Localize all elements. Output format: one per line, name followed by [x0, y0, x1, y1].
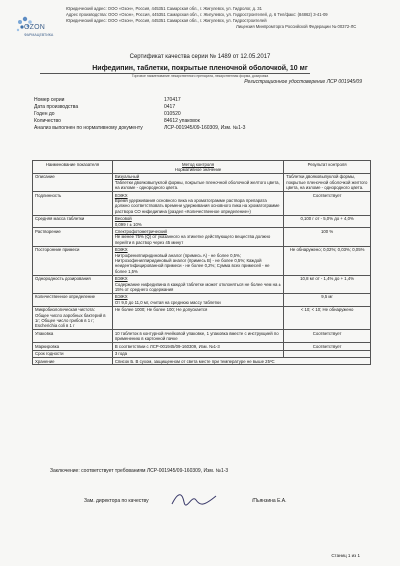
letterhead	[10, 6, 390, 46]
row-name: Описание	[33, 173, 113, 191]
info-row	[34, 118, 334, 125]
info-value: 170417	[164, 97, 181, 103]
row-name: Растворение	[33, 228, 113, 246]
signature-icon	[170, 490, 218, 510]
info-row	[34, 97, 334, 104]
row-norm: Список Б. В сухом, защищенном от света месте при температуре не выше 25ºС	[112, 358, 370, 365]
certificate-title: Сертификат качества серии № 1489 от 12.05.2017	[129, 54, 271, 60]
row-result: Таблетки двояковыпуклой формы, покрытые пленочной оболочкой желтого цвета, на изломе - однородного цвета.	[284, 173, 371, 191]
row-norm	[112, 192, 283, 216]
info-row	[34, 104, 334, 111]
row-norm	[112, 293, 283, 306]
row-result: Не обнаружено; 0,02%; 0,03%; 0,05%	[284, 246, 371, 275]
info-label: Дата производства	[34, 104, 79, 110]
row-result: < 10; < 10; Не обнаружено	[284, 306, 371, 330]
quality-table	[32, 160, 371, 365]
info-label: Анализ выполнен по нормативному документу	[34, 125, 143, 131]
row-norm: 3 года	[112, 350, 283, 357]
row-norm-text: Время удерживания основного пика на хроматограмме раствора препарата должно соответствовать времени удерживания основного пика на хроматограмме раствора СО нифедипина (раздел «Количественное определение»)	[114, 197, 280, 214]
info-value: 0417	[164, 104, 176, 110]
logo-text: OZON	[24, 24, 46, 31]
row-norm: Не более 1000; Не более 100; Не допускается	[112, 306, 283, 330]
row-norm: 10 таблеток в контурной ячейковой упаковке, 1 упаковка вместе с инструкцией по применению в картонной пачке	[112, 330, 283, 343]
row-method: ВЭЖХ	[114, 247, 128, 253]
logo-subtitle: ФАРМАЦЕВТИКА	[24, 33, 54, 37]
table-row	[33, 358, 371, 365]
letterhead-line: Адрес производства: ООО «Озон», Россия, 445351 Самарская обл., г. Жигулевск, ул. Гидростроителей, д. 6 Тел/факс: (84862) 3-41-09	[66, 12, 328, 17]
row-result	[284, 350, 371, 357]
row-norm	[112, 173, 283, 191]
info-row	[34, 111, 334, 118]
row-result: 10,8 мг от - 1,4% до + 1,4%	[284, 275, 371, 293]
row-norm-text: Не менее 75% (Q) от указанного на этикетке действующего вещества должно перейти в раствор через 45 минут	[114, 234, 271, 245]
info-value: ЛСР-001945/09-160309, Изм. №1-3	[164, 125, 246, 131]
row-name: Срок годности	[33, 350, 113, 357]
row-method: Весовой	[114, 216, 132, 222]
table-row	[33, 215, 371, 228]
row-result: Соответствует	[284, 330, 371, 343]
page-number: Станиц 1 из 1	[331, 553, 360, 558]
row-result: 100 %	[284, 228, 371, 246]
row-norm-text: 0,099 г ± 10%	[114, 221, 142, 227]
row-name: Упаковка	[33, 330, 113, 343]
row-result: Соответствует	[284, 343, 371, 350]
row-norm	[112, 215, 283, 228]
signer-name: /Пьянзина Е.А.	[252, 498, 287, 504]
row-name: Микробиологическая чистота: Общее число аэробных бактерий в 1г; Общее число грибов в 1 г; Escherichia coli в 1 г	[33, 306, 113, 330]
product-title: Нифедипин, таблетки, покрытые пленочной оболочкой, 10 мг	[92, 65, 308, 72]
row-name: Посторонние примеси	[33, 246, 113, 275]
row-method: Визуальный	[114, 174, 140, 180]
letterhead-line: Юридический адрес: ООО «Озон», Россия, 445351 Самарская обл., г. Жигулевск, ул. Гидролог, д. 31	[66, 6, 262, 11]
table-row	[33, 343, 371, 350]
header-method	[112, 161, 283, 174]
row-name: Хранение	[33, 358, 113, 365]
info-value: 84612 упаковок	[164, 118, 200, 124]
header-norm-label: Нормативное значение	[174, 166, 222, 172]
table-row	[33, 173, 371, 191]
info-label: Номер серии	[34, 97, 65, 103]
registration-certificate: Регистрационное удостоверение ЛСР 001945/09	[244, 79, 362, 85]
signer-title: Зам. директора по качеству	[84, 498, 149, 504]
row-method: Спектрофотометрический	[114, 228, 167, 234]
row-norm-text: От 9,0 до 11,0 мг, считая на среднюю массу таблетки	[114, 299, 221, 305]
row-result: Соответствует	[284, 192, 371, 216]
letterhead-line: Юридический адрес: ООО «Озон», Россия, 445351 Самарская обл., г. Жигулевск, ул. Гидростроителей	[66, 18, 267, 23]
info-row	[34, 125, 334, 132]
row-name: Маркировка	[33, 343, 113, 350]
info-value: 010520	[164, 111, 181, 117]
row-name: Подлинность	[33, 192, 113, 216]
table-row	[33, 293, 371, 306]
header-method-label: Метод контроля	[182, 161, 215, 167]
header-indicator: Наименование показателя	[33, 161, 113, 174]
conclusion: Заключение: соответствует требованиям ЛСР-001945/09-160309, Изм. №1-3	[50, 468, 229, 474]
table-header-row	[33, 161, 371, 174]
table-row	[33, 192, 371, 216]
table-row	[33, 228, 371, 246]
row-method: ВЭЖХ	[114, 294, 128, 300]
row-name: Однородность дозирования	[33, 275, 113, 293]
row-norm	[112, 228, 283, 246]
table-row	[33, 306, 371, 330]
row-norm-text: Нитрофенилпиридиновый аналог (примесь А) - не более 0,5%; Нитрозофенилпиридиновый аналог (примесь B) - не более 0,5%; Каждой неидентифицированной примеси - не более 0,2%; Сумма всех примесей - не более 1,5%	[114, 252, 270, 274]
row-name: Количественное определение	[33, 293, 113, 306]
table-row	[33, 330, 371, 343]
row-method: ВЭЖХ	[114, 192, 128, 198]
row-result: 0,100 г от - 5,0% до + 4,0%	[284, 215, 371, 228]
row-norm: В соответствии с ЛСР-001945/09-160309, Изм. №1-3	[112, 343, 283, 350]
info-label: Количество	[34, 118, 61, 124]
table-row	[33, 246, 371, 275]
table-row	[33, 275, 371, 293]
row-name: Средняя масса таблетки	[33, 215, 113, 228]
row-norm-text: Содержание нифедипина в каждой таблетке может отклоняться не более чем на ± 15% от среднего содержания	[114, 281, 281, 293]
batch-info	[34, 97, 334, 132]
row-norm	[112, 275, 283, 293]
row-result: 9,5 мг	[284, 293, 371, 306]
product-subtitle: Торговое наименование лекарственного препарата, лекарственная форма, дозировка	[131, 74, 269, 78]
table-row	[33, 350, 371, 357]
license-line: Лицензия Минпромторга Российской Федерации № 00372-ЛС	[236, 24, 357, 29]
header-result: Результат контроля	[284, 161, 371, 174]
row-norm	[112, 246, 283, 275]
row-norm-text: Таблетки двояковыпуклой формы, покрытые пленочной оболочкой желтого цвета, на изломе - однородного цвета.	[114, 179, 280, 191]
letterhead-lines	[66, 6, 386, 30]
info-label: Годен до	[34, 111, 55, 117]
row-method: ВЭЖХ	[114, 276, 128, 282]
